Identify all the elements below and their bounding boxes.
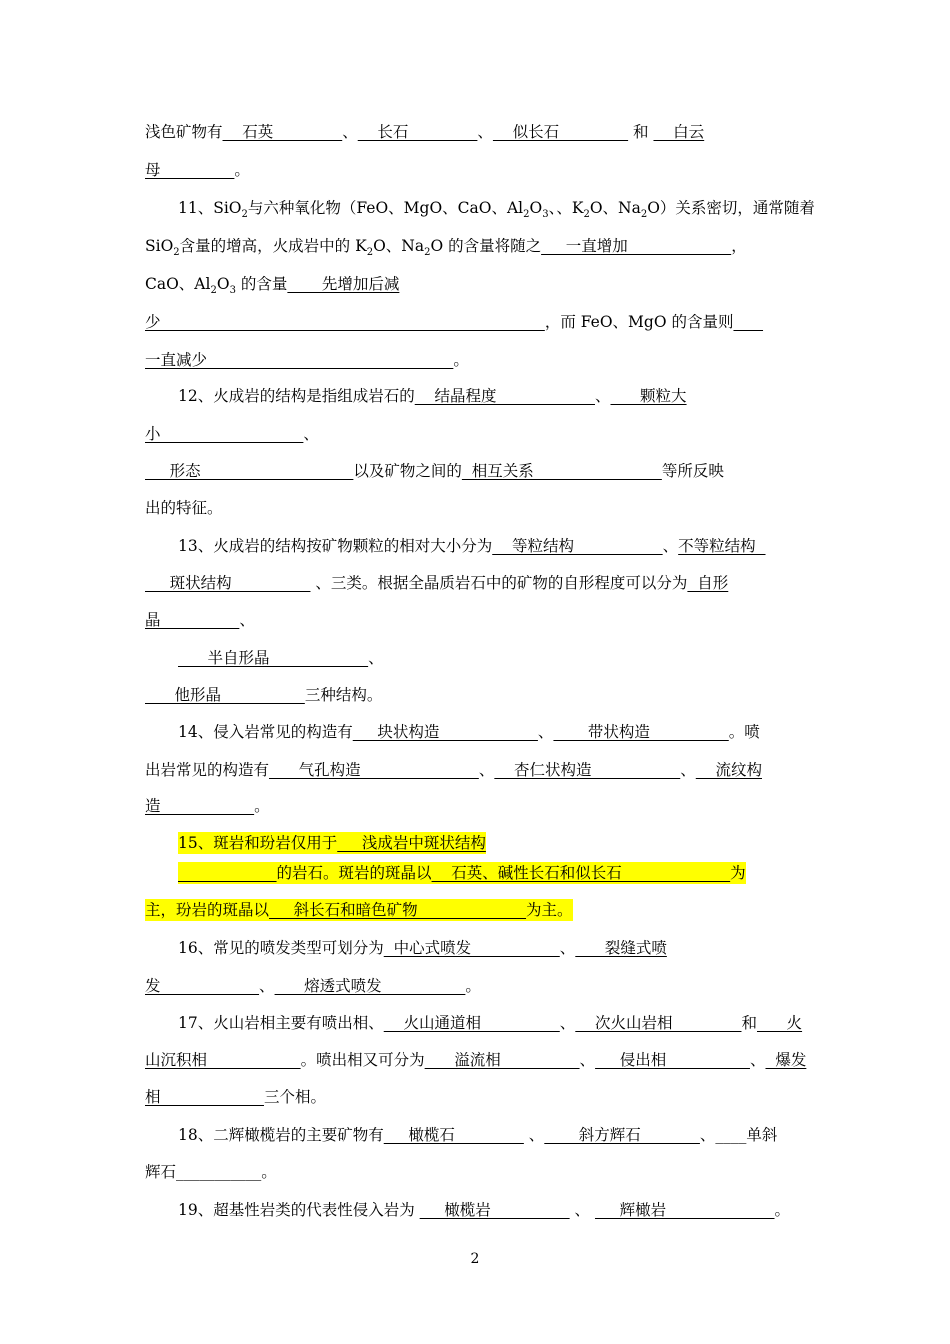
line-29: 辉石___________。 bbox=[145, 1163, 277, 1181]
blank-answer: 火 bbox=[757, 1014, 803, 1032]
line-23: 16、常见的喷发类型可划分为 中心式喷发 、 裂缝式喷 bbox=[178, 939, 667, 957]
blank-answer: 形态 bbox=[145, 462, 354, 480]
blank-answer: 中心式喷发 bbox=[383, 939, 560, 957]
blank-answer: 一直减少 bbox=[145, 351, 454, 369]
blank-answer: 一直增加 bbox=[541, 237, 732, 255]
blank-answer: 溢流相 bbox=[424, 1051, 580, 1069]
blank-answer: 橄榄石 bbox=[383, 1126, 524, 1144]
blank-answer: 块状构造 bbox=[352, 723, 538, 741]
blank-answer: 小 bbox=[145, 425, 304, 443]
blank-answer: 先增加后减 bbox=[287, 275, 400, 293]
blank-answer: 相互关系 bbox=[461, 462, 662, 480]
blank-answer: 熔透式喷发 bbox=[274, 977, 466, 995]
line-13: 斑状结构 、三类。根据全晶质岩石中的矿物的自形程度可以分为 自形 bbox=[145, 574, 729, 592]
blank-answer: 裂缝式喷 bbox=[575, 939, 667, 957]
blank-answer: 发 bbox=[145, 977, 260, 995]
line-21-highlighted: 的岩石。斑岩的斑晶以 石英、碱性长石和似长石 为 bbox=[178, 862, 746, 884]
page-number: 2 bbox=[470, 1251, 480, 1267]
line-7: 一直减少 。 bbox=[145, 351, 469, 369]
line-11: 出的特征。 bbox=[145, 499, 223, 517]
line-1: 浅色矿物有 石英 、 长石 、 似长石 和 白云 bbox=[145, 123, 705, 141]
blank-answer: 等粒结构 bbox=[492, 537, 663, 555]
line-15: 半自形晶 、 bbox=[178, 649, 384, 667]
line-9: 小 、 bbox=[145, 425, 319, 443]
line-3: 11、SiO$_2$与六种氧化物（FeO、MgO、CaO、$Al_2O_3$、、$K_2O$、$Na_2O$）关系密切，通常随着 bbox=[178, 199, 815, 220]
line-6: 少 ，而 FeO、MgO 的含量则 bbox=[145, 311, 763, 333]
blank-answer: 气孔构造 bbox=[269, 761, 479, 779]
blank-answer: 橄榄岩 bbox=[419, 1201, 570, 1219]
line-30: 19、超基性岩类的代表性侵入岩为 橄榄岩 、 辉橄岩 。 bbox=[178, 1201, 791, 1219]
blank-answer: 结晶程度 bbox=[414, 387, 595, 405]
blank-answer: 母 bbox=[145, 161, 235, 179]
blank-answer: 造 bbox=[145, 797, 255, 815]
line-17: 14、侵入岩常见的构造有 块状构造 、 带状构造 。喷 bbox=[178, 723, 760, 741]
blank-answer: 半自形晶 bbox=[178, 649, 369, 667]
blank-answer: 火山通道相 bbox=[383, 1014, 560, 1032]
blank-answer: 颗粒大 bbox=[610, 387, 687, 405]
line-24: 发 、 熔透式喷发 。 bbox=[145, 977, 481, 995]
blank-answer: 长石 bbox=[357, 123, 478, 141]
blank-answer: 自形 bbox=[687, 574, 729, 592]
line-27: 相 三个相。 bbox=[145, 1088, 326, 1106]
line-20-highlighted: 15、斑岩和玢岩仅用于 浅成岩中斑状结构 bbox=[178, 834, 486, 852]
blank-answer: 杏仁状构造 bbox=[494, 761, 681, 779]
line-26: 山沉积相 。喷出相又可分为 溢流相 、 侵出相 、 爆发 bbox=[145, 1051, 807, 1069]
line-4: SiO$_2$含量的增高，火成岩中的 $K_2O$、$Na_2O$ 的含量将随之 一直增加 ， bbox=[145, 237, 747, 258]
blank-answer: 斜长石和暗色矿物 bbox=[269, 901, 527, 919]
blank-answer: 爆发 bbox=[765, 1051, 807, 1069]
blank-answer: 相 bbox=[145, 1088, 264, 1106]
line-14: 晶 、 bbox=[145, 611, 255, 629]
blank-answer: 辉橄岩 bbox=[594, 1201, 775, 1219]
blank-answer: 似长石 bbox=[492, 123, 629, 141]
line-5: CaO、$Al_2O_3$ 的含量 先增加后减 bbox=[145, 275, 400, 296]
blank-answer: 少 bbox=[145, 313, 545, 331]
line-10: 形态 以及矿物之间的 相互关系 等所反映 bbox=[145, 462, 724, 480]
line-2: 母 。 bbox=[145, 161, 250, 179]
line-18: 出岩常见的构造有 气孔构造 、 杏仁状构造 、 流纹构 bbox=[145, 761, 762, 779]
blank-answer: 侵出相 bbox=[595, 1051, 750, 1069]
blank-answer: 流纹构 bbox=[695, 761, 762, 779]
line-16: 他形晶 三种结构。 bbox=[145, 686, 383, 704]
blank-answer: 浅成岩中斑状结构 bbox=[337, 834, 486, 852]
blank-answer: 斜方辉石 bbox=[544, 1126, 700, 1144]
blank-answer bbox=[178, 864, 277, 882]
blank-answer bbox=[733, 313, 763, 331]
blank-answer: 白云 bbox=[653, 123, 705, 141]
blank-answer: 石英 bbox=[222, 123, 343, 141]
line-25: 17、火山岩相主要有喷出相、 火山通道相 、 次火山岩相 和 火 bbox=[178, 1014, 803, 1032]
blank-answer: 晶 bbox=[145, 611, 240, 629]
blank-answer: 带状构造 bbox=[553, 723, 729, 741]
blank-answer: 次火山岩相 bbox=[575, 1014, 742, 1032]
blank-answer: 斑状结构 bbox=[145, 574, 311, 592]
blank-answer: 他形晶 bbox=[145, 686, 305, 704]
line-28: 18、二辉橄榄岩的主要矿物有 橄榄石 、 斜方辉石 、____单斜 bbox=[178, 1126, 778, 1144]
blank-answer: 不等粒结构 bbox=[678, 537, 766, 555]
line-19: 造 。 bbox=[145, 797, 270, 815]
line-22-highlighted: 主，玢岩的斑晶以 斜长石和暗色矿物 为主。 bbox=[145, 901, 573, 919]
line-12: 13、火成岩的结构按矿物颗粒的相对大小分为 等粒结构 、不等粒结构 bbox=[178, 537, 766, 555]
blank-answer: 石英、碱性长石和似长石 bbox=[431, 864, 731, 882]
line-8: 12、火成岩的结构是指组成岩石的 结晶程度 、 颗粒大 bbox=[178, 387, 687, 405]
blank-answer: 山沉积相 bbox=[145, 1051, 301, 1069]
